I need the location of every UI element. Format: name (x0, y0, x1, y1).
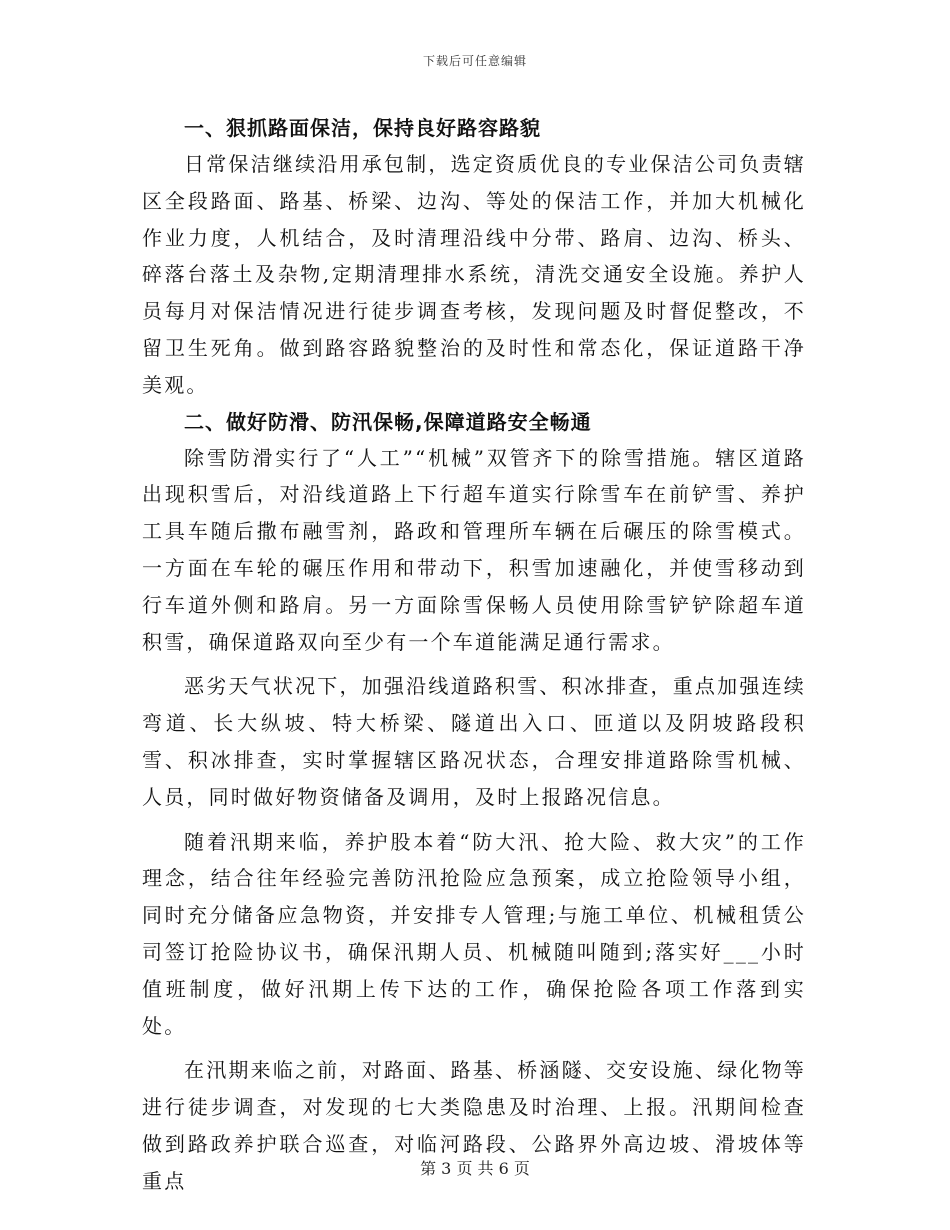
paragraph: 随着汛期来临，养护股本着“防大汛、抢大险、救大灾”的工作理念，结合往年经验完善防汛抢险应急预案，成立抢险领导小组，同时充分储备应急物资，并安排专人管理;与施工单位、机械租赁公司签订抢险协议书，确保汛期人员、机械随叫随到;落实好___小时值班制度，做好汛期上传下达的工作，确保抢险各项工作落到实处。 (142, 829, 806, 1038)
header-note: 下载后可任意编辑 (422, 54, 527, 68)
paragraph: 日常保洁继续沿用承包制，选定资质优良的专业保洁公司负责辖区全段路面、路基、桥梁、边沟、等处的保洁工作，并加大机械化作业力度，人机结合，及时清理沿线中分带、路肩、边沟、桥头、碎落台落土及杂物,定期清理排水系统，清洗交通安全设施。养护人员每月对保洁情况进行徒步调查考核，发现问题及时督促整改，不留卫生死角。做到路容路貌整治的及时性和常态化，保证道路干净美观。 (142, 152, 806, 397)
section-heading: 一、狠抓路面保洁，保持良好路容路貌 (184, 116, 541, 140)
page-footer: 第 3 页 共 6 页 (420, 1159, 530, 1178)
paragraph: 恶劣天气状况下，加强沿线道路积雪、积冰排查，重点加强连续弯道、长大纵坡、特大桥梁、隧道出入口、匝道以及阴坡路段积雪、积冰排查，实时掌握辖区路况状态，合理安排道路除雪机械、人员，同时做好物资储备及调用，及时上报路况信息。 (142, 674, 806, 809)
paragraph-gap (142, 660, 806, 668)
document-body (142, 110, 806, 1200)
paragraph-gap (142, 816, 806, 824)
paragraph: 在汛期来临之前，对路面、路基、桥涵隧、交安设施、绿化物等进行徒步调查，对发现的七大类隐患及时治理、上报。汛期间检查做到路政养护联合巡查，对临河路段、公路界外高边坡、滑坡体等重点 (142, 1058, 806, 1193)
section-heading: 二、做好防滑、防汛保畅,保障道路安全畅通 (184, 409, 592, 434)
paragraph-gap (142, 1044, 806, 1052)
paragraph: 除雪防滑实行了“人工”“机械”双管齐下的除雪措施。辖区道路出现积雪后，对沿线道路上下行超车道实行除雪车在前铲雪、养护工具车随后撒布融雪剂，路政和管理所车辆在后碾压的除雪模式。一方面在车轮的碾压作用和带动下，积雪加速融化，并使雪移动到行车道外侧和路肩。另一方面除雪保畅人员使用除雪铲铲除超车道积雪，确保道路双向至少有一个车道能满足通行需求。 (142, 445, 806, 654)
